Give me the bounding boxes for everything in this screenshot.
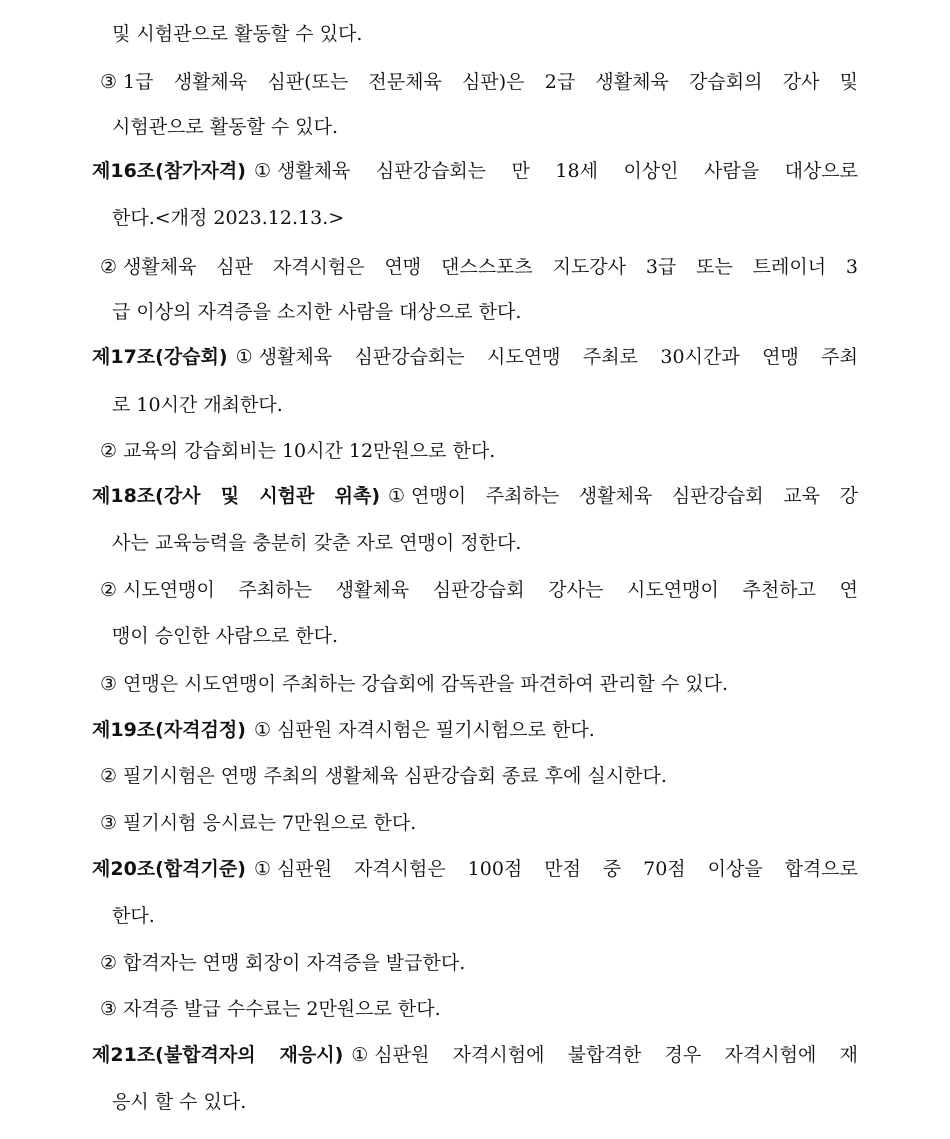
line-text: 합격자는 연맹 회장이 자격증을 발급한다. xyxy=(123,952,466,974)
text-line xyxy=(112,531,521,555)
clause-number: ③ xyxy=(100,673,118,695)
line-text: 심판원 자격시험에 불합격한 경우 자격시험에 재 xyxy=(374,1044,858,1066)
text-line xyxy=(112,22,362,46)
line-text: 필기시험 응시료는 7만원으로 한다. xyxy=(123,812,417,834)
article-heading: 제19조(자격검정) xyxy=(92,719,246,741)
clause-number: ① xyxy=(253,719,271,741)
clause-number: ② xyxy=(100,440,118,462)
line-text: 연맹이 주최하는 생활체육 심판강습회 교육 강 xyxy=(411,485,858,507)
text-line xyxy=(112,206,344,230)
line-text: 생활체육 심판강습회는 만 18세 이상인 사람을 대상으로 xyxy=(276,160,858,182)
clause-number: ① xyxy=(235,346,253,368)
clause-2-line xyxy=(100,951,465,975)
clause-3-line xyxy=(100,70,858,94)
clause-number: ② xyxy=(100,952,118,974)
clause-2-line xyxy=(100,439,495,463)
line-text: 로 10시간 개최한다. xyxy=(112,394,283,416)
line-text: 연맹은 시도연맹이 주최하는 강습회에 감독관을 파견하여 관리할 수 있다. xyxy=(123,673,729,695)
article-17-line xyxy=(92,345,858,369)
line-text: 급 이상의 자격증을 소지한 사람을 대상으로 한다. xyxy=(112,301,522,323)
clause-number: ① xyxy=(253,858,271,880)
clause-number: ② xyxy=(100,256,118,278)
text-line xyxy=(112,904,155,928)
text-line xyxy=(112,1090,246,1114)
line-text: 1급 생활체육 심판(또는 전문체육 심판)은 2급 생활체육 강습회의 강사 및 xyxy=(123,71,858,93)
line-text: 필기시험은 연맹 주최의 생활체육 심판강습회 종료 후에 실시한다. xyxy=(123,765,667,787)
text-line xyxy=(112,300,521,324)
article-21-line xyxy=(92,1043,858,1067)
line-text: 교육의 강습회비는 10시간 12만원으로 한다. xyxy=(123,440,496,462)
article-heading: 제18조(강사 및 시험관 위촉) xyxy=(92,485,380,507)
clause-3-line xyxy=(100,811,416,835)
clause-number: ② xyxy=(100,765,118,787)
line-text: 맹이 승인한 사람으로 한다. xyxy=(112,625,339,647)
clause-number: ③ xyxy=(100,998,118,1020)
line-text: 및 시험관으로 활동할 수 있다. xyxy=(112,23,363,45)
clause-2-line xyxy=(100,764,667,788)
line-text: 한다. xyxy=(112,905,155,927)
article-heading: 제17조(강습회) xyxy=(92,346,228,368)
text-line xyxy=(112,393,283,417)
clause-number: ③ xyxy=(100,812,118,834)
line-text: 자격증 발급 수수료는 2만원으로 한다. xyxy=(123,998,441,1020)
clause-number: ② xyxy=(100,579,118,601)
clause-number: ① xyxy=(388,485,406,507)
line-text: 응시 할 수 있다. xyxy=(112,1091,247,1113)
clause-number: ③ xyxy=(100,71,118,93)
article-18-line xyxy=(92,484,858,508)
clause-3-line xyxy=(100,997,441,1021)
line-text: 심판원 자격시험은 100점 만점 중 70점 이상을 합격으로 xyxy=(276,858,858,880)
article-19-line xyxy=(92,718,595,742)
line-text: 생활체육 심판강습회는 시도연맹 주최로 30시간과 연맹 주최 xyxy=(258,346,858,368)
clause-2-line xyxy=(100,578,858,602)
line-text: 심판원 자격시험은 필기시험으로 한다. xyxy=(276,719,595,741)
article-20-line xyxy=(92,857,858,881)
line-text: 시도연맹이 주최하는 생활체육 심판강습회 강사는 시도연맹이 추천하고 연 xyxy=(123,579,858,601)
clause-2-line xyxy=(100,255,858,279)
clause-3-line xyxy=(100,672,728,696)
article-heading: 제20조(합격기준) xyxy=(92,858,246,880)
line-text: 한다.<개정 2023.12.13.> xyxy=(112,207,345,229)
article-heading: 제16조(참가자격) xyxy=(92,160,246,182)
clause-number: ① xyxy=(253,160,271,182)
line-text: 사는 교육능력을 충분히 갖춘 자로 연맹이 정한다. xyxy=(112,532,522,554)
line-text: 시험관으로 활동할 수 있다. xyxy=(112,116,339,138)
article-16-line xyxy=(92,159,858,183)
clause-number: ① xyxy=(351,1044,369,1066)
text-line xyxy=(112,115,338,139)
text-line xyxy=(112,624,338,648)
article-heading: 제21조(불합격자의 재응시) xyxy=(92,1044,344,1066)
line-text: 생활체육 심판 자격시험은 연맹 댄스스포츠 지도강사 3급 또는 트레이너 3 xyxy=(123,256,858,278)
